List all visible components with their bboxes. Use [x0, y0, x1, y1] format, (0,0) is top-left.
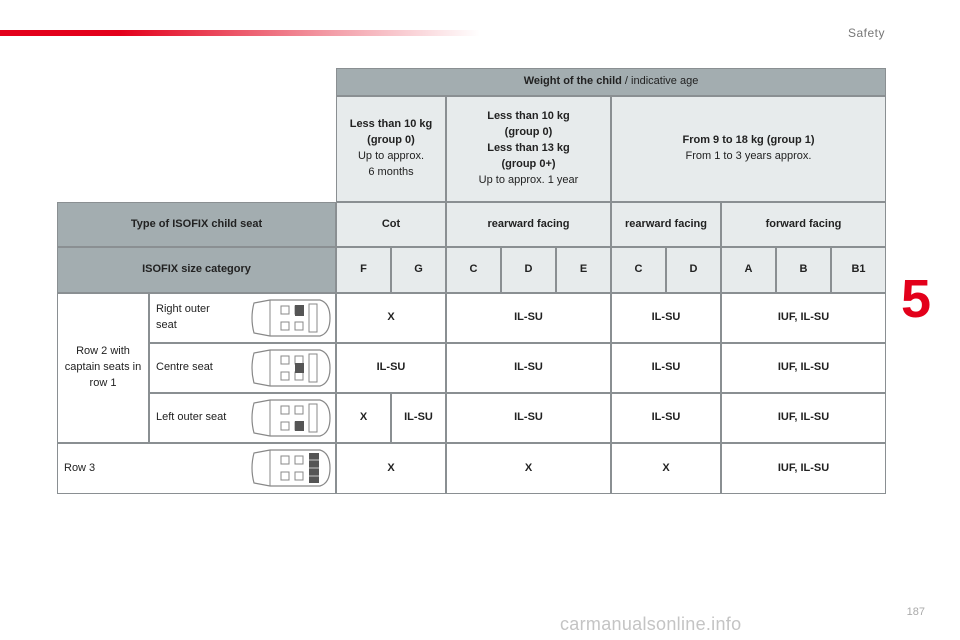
group-0-line-2: Up to approx.: [357, 150, 425, 162]
group-1-line-2: Less than 13 kg: [487, 142, 570, 155]
group-2-line-0: From 9 to 18 kg (group 1): [682, 134, 815, 147]
size-cell-2: C: [446, 247, 501, 293]
group-cell-0: [336, 96, 446, 202]
page-number: 187: [906, 606, 925, 618]
cell-row3-1: X: [446, 443, 611, 494]
cell-left-outer-0: X: [336, 393, 391, 443]
row-label-text: Right outer seat: [156, 303, 210, 331]
van-seat-diagram-centre: [248, 347, 332, 389]
weight-header-bold: Weight of the child: [523, 75, 622, 88]
group-cell-2: [611, 96, 886, 202]
type-cell-2: rearward facing: [611, 202, 721, 247]
type-label: Type of ISOFIX child seat: [57, 202, 336, 247]
size-cell-0: F: [336, 247, 391, 293]
van-seat-diagram-row3: [248, 447, 332, 489]
row-label-text: Centre seat: [156, 361, 213, 374]
cell-left-outer-2: IL-SU: [446, 393, 611, 443]
cell-row3-3: IUF, IL-SU: [721, 443, 886, 494]
cell-right-outer-3: IUF, IL-SU: [721, 293, 886, 343]
row-label-text: Left outer seat: [156, 411, 227, 424]
type-cell-1: rearward facing: [446, 202, 611, 247]
header-accent-bar: [0, 30, 480, 36]
weight-header: [336, 68, 886, 96]
size-label: ISOFIX size category: [57, 247, 336, 293]
group-1-line-3: (group 0+): [501, 157, 556, 170]
cell-right-outer-0: X: [336, 293, 446, 343]
size-cell-8: B: [776, 247, 831, 293]
type-cell-3: forward facing: [721, 202, 886, 247]
cell-right-outer-2: IL-SU: [611, 293, 721, 343]
size-cell-6: D: [666, 247, 721, 293]
cell-centre-3: IUF, IL-SU: [721, 343, 886, 393]
cell-left-outer-1: IL-SU: [391, 393, 446, 443]
weight-header-rest: / indicative age: [621, 75, 699, 88]
size-cell-7: A: [721, 247, 776, 293]
group-1-line-0: Less than 10 kg: [487, 110, 570, 123]
group-0-line-1: (group 0): [367, 134, 415, 147]
row2-label: Row 2 with captain seats in row 1: [57, 293, 149, 443]
cell-centre-0: IL-SU: [336, 343, 446, 393]
group-0-line-0: Less than 10 kg: [349, 118, 433, 131]
cell-left-outer-4: IUF, IL-SU: [721, 393, 886, 443]
group-1-line-1: (group 0): [504, 126, 553, 139]
size-cell-1: G: [391, 247, 446, 293]
cell-centre-2: IL-SU: [611, 343, 721, 393]
cell-row3-2: X: [611, 443, 721, 494]
size-cell-3: D: [501, 247, 556, 293]
cell-centre-1: IL-SU: [446, 343, 611, 393]
watermark: carmanualsonline.info: [560, 614, 742, 634]
cell-left-outer-3: IL-SU: [611, 393, 721, 443]
size-cell-4: E: [556, 247, 611, 293]
row-label-text: Row 3: [64, 461, 96, 474]
type-cell-0: Cot: [336, 202, 446, 247]
size-cell-9: B1: [831, 247, 886, 293]
group-0-line-3: 6 months: [368, 165, 414, 178]
group-2-line-1: From 1 to 3 years approx.: [685, 150, 812, 162]
size-cell-5: C: [611, 247, 666, 293]
section-title: Safety: [847, 26, 885, 40]
cell-right-outer-1: IL-SU: [446, 293, 611, 343]
chapter-number: 5: [901, 269, 932, 329]
van-seat-diagram-right-outer: [248, 297, 332, 339]
group-cell-1: [446, 96, 611, 202]
cell-row3-0: X: [336, 443, 446, 494]
van-seat-diagram-left-outer: [248, 397, 332, 439]
group-1-line-4: Up to approx. 1 year: [478, 173, 579, 186]
